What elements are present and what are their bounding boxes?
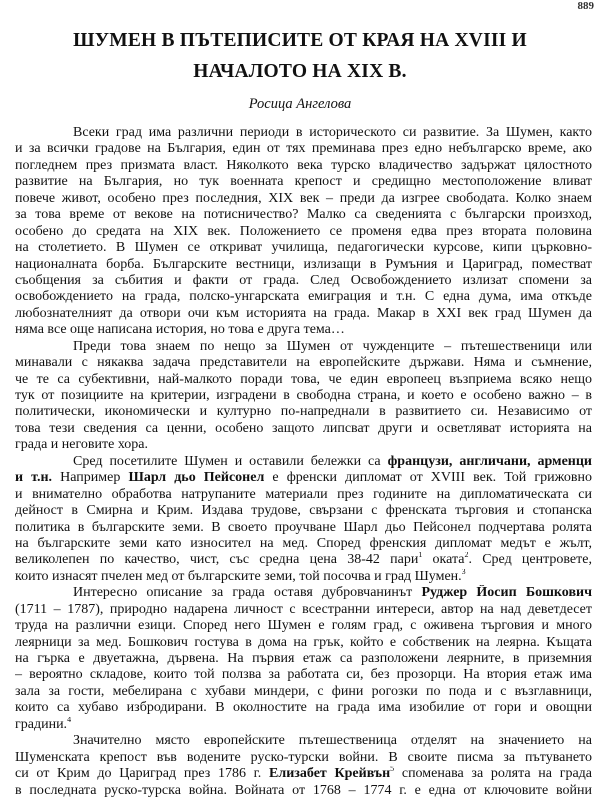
text-run: няма все още написана история, но това е друга тема…: [15, 322, 345, 338]
text-line: [15, 552, 592, 568]
text-run: освобождението на града, полско-унгарската емиграция и т.н. С една дума, има откъде: [15, 289, 592, 305]
text-line: [15, 733, 592, 749]
text-line: [15, 421, 592, 437]
text-line: [15, 322, 592, 338]
text-run: на българските земи като износител на мед. Според френския дипломат медът е жълт,: [15, 535, 592, 551]
bold-text: Елизабет Крейвън: [269, 766, 391, 782]
text-run: политика в българските земи. В своето проучване Шарл дьо Пейсонел подчертава ролята: [15, 519, 592, 535]
paragraph: [15, 585, 592, 733]
text-line: [15, 454, 592, 470]
text-run: Всеки град има различни периоди в историческото си развитие. За Шумен, както: [73, 125, 592, 140]
footnote-ref: 2: [464, 552, 469, 560]
author-name: Росица Ангелова: [248, 96, 352, 112]
text-run: оката: [422, 552, 465, 568]
text-run: Значително място европейските пътешественица отделят на значението на: [73, 733, 592, 749]
text-run: за това време от векове на потисничество? Малко са сведенията с български произход,: [15, 207, 592, 223]
text-run: труда на различни езици. Според него Шумен е голям град, с оживена търговия и много: [15, 618, 592, 634]
text-run: си от Крим до Цариград през 1786 г.: [15, 766, 269, 782]
footnote-ref: 3: [461, 568, 466, 576]
paragraph: [15, 125, 592, 339]
text-line: [15, 289, 592, 305]
text-line: [15, 224, 592, 240]
text-line: [15, 766, 592, 782]
text-line: [15, 618, 592, 634]
text-line: [15, 207, 592, 223]
text-line: [15, 536, 592, 552]
text-line: [15, 240, 592, 256]
text-line: [15, 750, 592, 766]
text-run: съобщения за събития и факти от града. След Освобождението излизат спомени за: [15, 272, 592, 288]
text-run: на столетието. В Шумен се откриват училища, педагогически курсове, кипи църковно-: [15, 240, 592, 256]
text-run: е френски дипломат от XVIII век. Той грижовно: [264, 470, 592, 486]
text-line: [15, 635, 592, 651]
text-line: [15, 717, 592, 733]
text-run: любознателният да отвори очи към историята на града. Макар в XXI век град Шумен да: [15, 305, 592, 321]
text-run: които изнасят пчелен мед от българските земи, той посочва и град Шумен.: [15, 568, 462, 584]
text-line: [15, 191, 592, 207]
text-run: дейност в Смирна и Крим. Издава трудове, свързани с френската търговия и стопанска: [15, 503, 592, 519]
text-run: градини.: [15, 716, 68, 732]
text-line: [15, 174, 592, 190]
text-run: . Сред центровете,: [468, 552, 592, 568]
text-line: [15, 487, 592, 503]
text-line: [15, 273, 592, 289]
text-line: [15, 667, 592, 683]
text-run: зала за гости, мебелирана с хубави миндери, с фини рогозки по пода и с възглавници,: [15, 683, 592, 699]
footnote-ref: 4: [67, 716, 72, 724]
footnote-ref: 1: [418, 552, 423, 560]
text-line: [15, 569, 592, 585]
text-run: националната борба. Българските вестници, излизащи в Румъния и Цариград, поместват: [15, 256, 592, 272]
text-run: и внимателно обработва натрупаните материали през годините на дипломатическата си: [15, 486, 592, 502]
text-run: Интересно описание за града оставя дубровчанинът: [73, 585, 422, 601]
text-run: които са хубаво избродирани. В околностите на града има изобилие от гори и овощни: [15, 700, 592, 716]
text-line: [15, 503, 592, 519]
article-title-line-1: ШУМЕН В ПЪТЕПИСИТЕ ОТ КРАЯ НА XVIII И: [73, 30, 527, 51]
text-line: [15, 602, 592, 618]
text-line: [15, 585, 592, 601]
paragraph: [15, 733, 592, 799]
text-line: [15, 700, 592, 716]
text-line: [15, 355, 592, 371]
text-line: [15, 257, 592, 273]
text-run: Преди това знаем по нещо за Шумен от чужденците – пътешественици или: [73, 338, 592, 354]
text-line: [15, 520, 592, 536]
text-run: Сред посетилите Шумен и оставили бележки са: [73, 453, 388, 469]
article-title-line-2: НАЧАЛОТО НА XIX В.: [193, 61, 407, 82]
text-run: че те са субективни, най-малкото поради това, че един европеец възприема всяко нещо: [15, 371, 592, 387]
article-body: [15, 125, 592, 799]
text-run: повече живот, особено през последния, XIX век – преди да изгрее свободата. Колко знаем: [15, 190, 592, 206]
text-run: града и неговите хора.: [15, 437, 148, 453]
bold-text: и т.н.: [15, 470, 53, 486]
text-run: тук от позициите на критерии, изградени в свободна страна, и което е особено важно – в: [15, 388, 592, 403]
text-run: леярници за мед. Бошкович гостува в дома на грък, който е собственик на леярна. Къщата: [15, 634, 592, 650]
bold-text: Руджер Йосип Бошкович: [421, 585, 592, 601]
text-line: [15, 388, 592, 404]
text-run: Например: [52, 470, 129, 486]
bold-text: Шарл дьо Пейсонел: [128, 470, 265, 486]
text-run: – вероятно складове, които той ползва за работата си, без прозорци. На втория етаж има: [15, 667, 592, 683]
text-run: особено до средата на XIX век. Положението се променя едва през втората половина: [15, 223, 592, 239]
text-run: великолепен по качество, чист, със средна цена 38-42 пари: [15, 552, 419, 568]
text-line: [15, 651, 592, 667]
text-line: [15, 158, 592, 174]
text-run: развитие на България, но тук военната крепост и средищно местоположение вливат: [15, 174, 592, 190]
text-run: минавали с някаква задача представители на европейските държави. Няма и съмнение,: [15, 355, 592, 371]
text-run: погледнем през призмата власт. Няколкото века турско владичество задържат цялостното: [15, 157, 592, 173]
text-line: [15, 306, 592, 322]
footnote-ref: 5: [390, 766, 395, 774]
text-run: Шуменската крепост във водените руско-турски войни. В своите писма за пътуването: [15, 749, 592, 765]
text-line: [15, 437, 592, 453]
text-run: споменава за ролята на града: [394, 766, 592, 782]
text-run: в последната руско-турска война. Войната от 1768 – 1774 г. е една от ключовите войни: [15, 782, 592, 798]
text-line: [15, 372, 592, 388]
text-line: [15, 684, 592, 700]
text-line: [15, 783, 592, 799]
text-run: политически, икономически и културно по-напреднали в развитието си. Независимо от: [15, 404, 592, 420]
text-line: [15, 470, 592, 486]
page-number: 889: [577, 0, 594, 12]
text-run: това тези сведения са ценни, особено защото липсват други и осветляват историята на: [15, 420, 592, 436]
text-run: на гърка е двуетажна, дървена. На първия етаж са разположени леярните, в приземния: [15, 651, 592, 666]
text-run: (1711 – 1787), природно надарена личност с всестранни интереси, автор на над деветдесет: [15, 601, 592, 617]
text-line: [15, 339, 592, 355]
text-line: [15, 125, 592, 141]
bold-text: французи, англичани, арменци: [387, 453, 592, 469]
text-line: [15, 141, 592, 157]
paragraph: [15, 454, 592, 586]
text-line: [15, 404, 592, 420]
text-run: и за всички градове на България, един от тях преминава през едно небългарско време, ако: [15, 141, 592, 157]
paragraph: [15, 339, 592, 454]
